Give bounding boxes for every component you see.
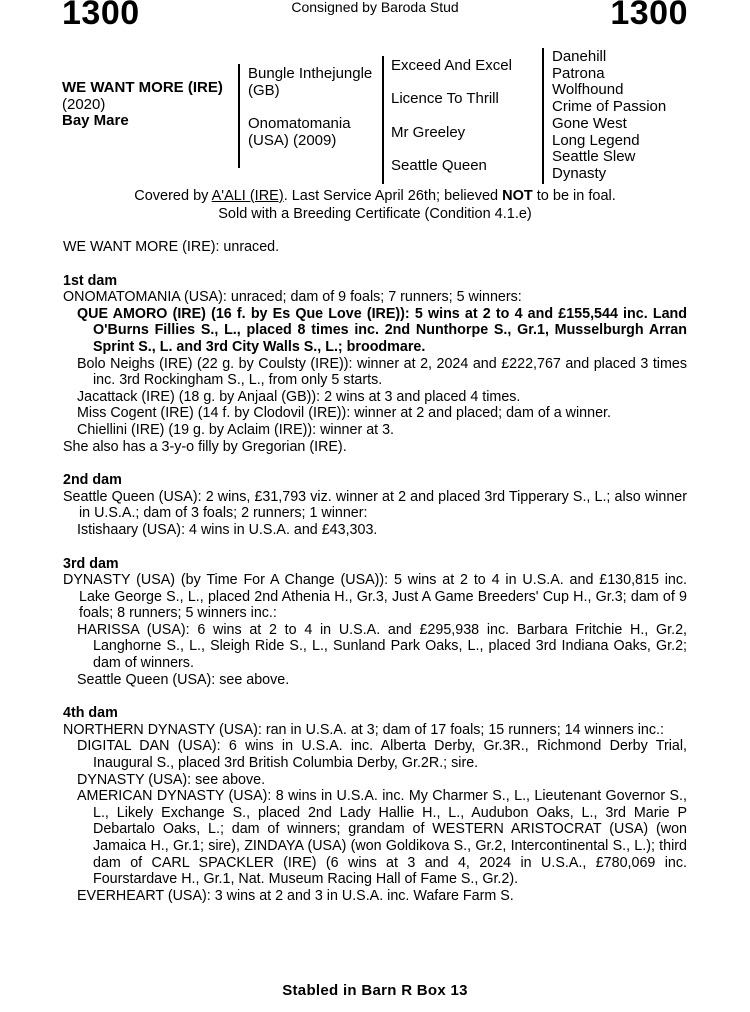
dam-dam: Seattle Queen: [391, 157, 487, 174]
horse-sex: Bay Mare: [62, 112, 129, 130]
dam-name: Onomatomania (USA) (2009): [248, 115, 351, 149]
second-dam-summary: Seattle Queen (USA): 2 wins, £31,793 viz. winner at 2 and placed 3rd Tipperary S., L.; also winner in U.S.A.; dam of 3 foals; 2 runners; 1 winner:: [63, 488, 687, 522]
gen3-3: Wolfhound: [552, 81, 624, 98]
covering-stallion: A'ALI (IRE): [211, 188, 284, 204]
pedigree-table: [62, 40, 702, 186]
produce-entry: HARISSA (USA): 6 wins at 2 to 4 in U.S.A. and £295,938 inc. Barbara Fritchie H., Gr.2, Langhorne S., L., Sleigh Ride S., L., Sunland Park Oaks, L., placed 3rd Indiana Oaks, Gr.2; dam of winners.: [77, 621, 687, 672]
third-dam-summary: DYNASTY (USA) (by Time For A Change (USA)): 5 wins at 2 to 4 in U.S.A. and £130,815 inc. Lake George S., L., placed 2nd Athenia H., Gr.3, Just A Game Breeders' Cup H., Gr.3; dam of 9 foals; 8 runners; 5 winners inc.:: [63, 572, 687, 622]
produce-entry: Chiellini (IRE) (19 g. by Aclaim (IRE)): winner at 3.: [77, 421, 395, 438]
not-in-foal-flag: NOT: [502, 188, 533, 204]
gen3-1: Danehill: [552, 48, 607, 65]
produce-entry: DYNASTY (USA): see above.: [77, 771, 266, 788]
horse-identity: [62, 80, 237, 130]
produce-entry: Jacattack (IRE) (18 g. by Anjaal (GB)): 2 wins at 3 and placed 4 times.: [77, 388, 521, 405]
second-dam-heading: 2nd dam: [63, 472, 122, 489]
produce-entry: Istishaary (USA): 4 wins in U.S.A. and £43,303.: [77, 521, 378, 538]
breeding-certificate-line: Sold with a Breeding Certificate (Condition 4.1.e): [218, 206, 532, 222]
produce-entry: AMERICAN DYNASTY (USA): 8 wins in U.S.A. inc. My Charmer S., L., Lieutenant Governor S., L., Likely Exchange S., placed 2nd Lady Hallie H., L., Audubon Oaks, L., 3rd Marie P Debartalo Oaks, L.; dam of winners; grandam of WESTERN ARISTOCRAT (USA) (won Jamaica H., Gr.1; sire), ZINDAYA (USA) (won Goldikova S., Gr.2, Intercontinental S., L.); third dam of CARL SPACKLER (IRE) (6 wins at 3 and 4, 2024 in U.S.A., £780,069 inc. Fourstardave H., Gr.1, Nat. Museum Racing Hall of Fame S., Gr.2).: [77, 788, 687, 888]
gen3-7: Seattle Slew: [552, 148, 636, 165]
gen3-5: Gone West: [552, 115, 627, 132]
gen3-8: Dynasty: [552, 165, 607, 182]
produce-entry: QUE AMORO (IRE) (16 f. by Es Que Love (IRE)): 5 wins at 2 to 4 and £155,544 inc. Land O'Burns Fillies S., L., placed 8 times inc. 2nd Nunthorpe S., Gr.1, Musselburgh Arran Sprint S., L. and 3rd City Walls S., L.; broodmare.: [77, 305, 687, 355]
produce-entry: DIGITAL DAN (USA): 6 wins in U.S.A. inc. Alberta Derby, Gr.3R., Richmond Derby Trial, Inaugural S., placed 3rd British Columbia Derby, Gr.2R.; sire.: [77, 738, 687, 772]
foaling-year: (2020): [62, 95, 106, 113]
sire-sire: Exceed And Excel: [391, 57, 512, 74]
produce-entry: Miss Cogent (IRE) (14 f. by Clodovil (IRE)): winner at 2 and placed; dam of a winner.: [77, 405, 611, 422]
sire-dam: Licence To Thrill: [391, 90, 499, 107]
produce-entry: Bolo Neighs (IRE) (22 g. by Coulsty (IRE)): winner at 2, 2024 and £222,767 and placed 3 times inc. 3rd Rockingham S., L., from only 5 starts.: [77, 355, 687, 389]
pedigree-divider-2: [382, 56, 384, 184]
sire-name: Bungle Inthejungle (GB): [248, 65, 373, 99]
first-dam-heading: 1st dam: [63, 272, 118, 289]
intro-line: WE WANT MORE (IRE): unraced.: [63, 239, 280, 255]
consignor-line: Consigned by Baroda Stud: [291, 0, 459, 15]
horse-name: WE WANT MORE (IRE): [62, 79, 223, 96]
first-dam-note: She also has a 3-y-o filly by Gregorian (IRE).: [63, 438, 347, 455]
pedigree-divider-3: [542, 48, 544, 184]
stabling-note: Stabled in Barn R Box 13: [282, 982, 468, 999]
gen3-4: Crime of Passion: [552, 98, 667, 115]
gen3-2: Patrona: [552, 65, 605, 82]
lot-number-left: 1300: [62, 0, 140, 32]
first-dam-summary: ONOMATOMANIA (USA): unraced; dam of 9 foals; 7 runners; 5 winners:: [63, 289, 522, 306]
third-dam-heading: 3rd dam: [63, 555, 119, 572]
produce-entry: EVERHEART (USA): 3 wins at 2 and 3 in U.S.A. inc. Wafare Farm S.: [77, 887, 514, 904]
covering-note: [0, 187, 750, 223]
dam-sire: Mr Greeley: [391, 124, 466, 141]
pedigree-divider-1: [238, 64, 240, 168]
covering-line: Covered by A'ALI (IRE). Last Service April 26th; believed NOT to be in foal.: [134, 188, 616, 204]
produce-entry: Seattle Queen (USA): see above.: [77, 671, 290, 688]
lot-number-right: 1300: [610, 0, 688, 32]
gen3-6: Long Legend: [552, 132, 640, 149]
catalogue-body: [63, 239, 687, 904]
fourth-dam-heading: 4th dam: [63, 705, 118, 722]
fourth-dam-summary: NORTHERN DYNASTY (USA): ran in U.S.A. at 3; dam of 17 foals; 15 runners; 14 winners inc.:: [63, 721, 664, 738]
